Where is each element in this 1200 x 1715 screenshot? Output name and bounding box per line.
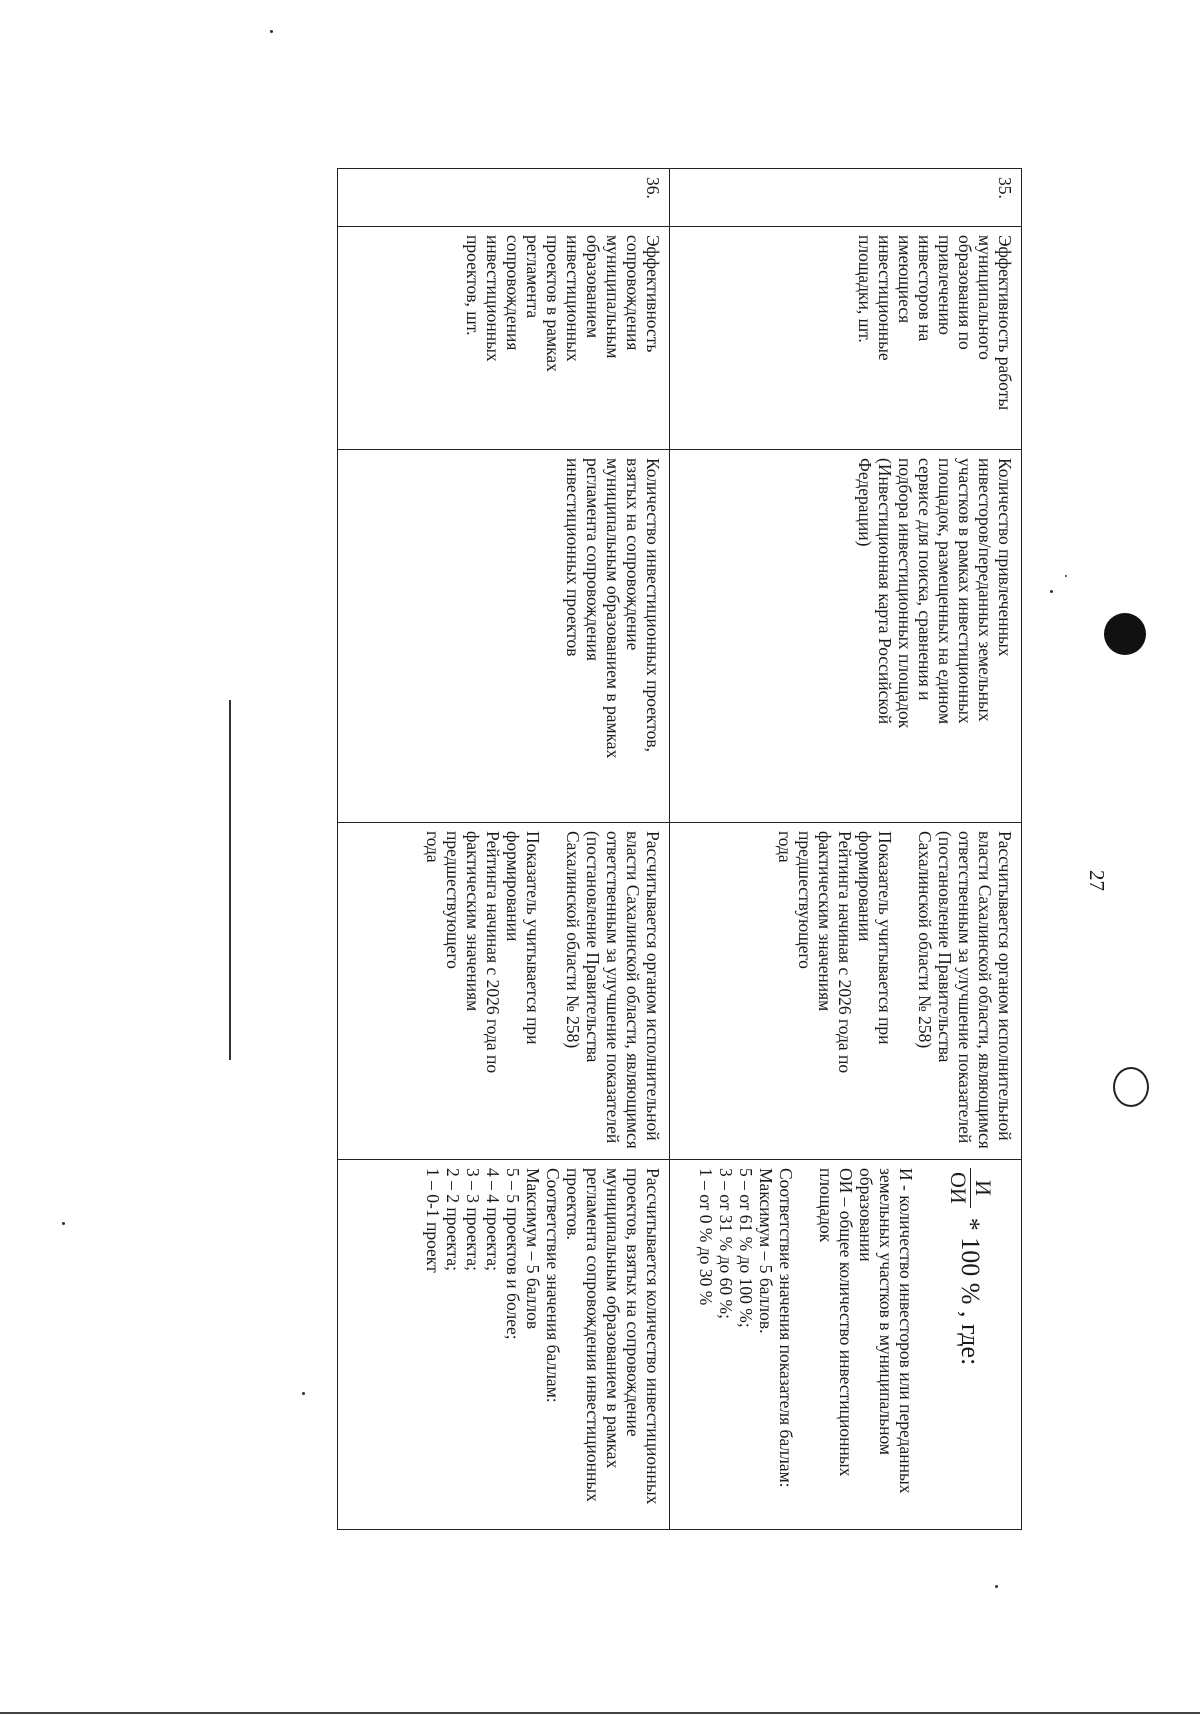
- indicator-source: Рассчитывается органом исполнительной власти Сахалинской области, являющимся ответственным за улучшение показателей (постановление Правительства Сахалинской области № 258) Показатель учитывается при формировании Рейтинга начиная с 2026 года по фактическим значениям предшествующего года: [338, 823, 670, 1160]
- formula: [946, 1168, 995, 1521]
- indicator-name: Эффективность работы муниципального образования по привлечению инвесторов на имеющиеся инвестиционные площадки, шт.: [670, 227, 1022, 450]
- indicator-description: Количество привлеченных инвесторов/переданных земельных участков в рамках инвестиционных площадок, размещенных на едином сервисе для поиска, сравнения и подбора инвестиционных площадок (Инвестиционная карта Российской Федерации): [670, 450, 1022, 823]
- formula-fraction: [946, 1168, 995, 1208]
- formula-denominator: ОИ: [946, 1168, 971, 1208]
- formula-numerator: И: [971, 1179, 996, 1196]
- indicator-source: Рассчитывается органом исполнительной власти Сахалинской области, являющимся ответственным за улучшение показателей (постановление Правительства Сахалинской области № 258) Показатель учитывается при формировании Рейтинга начиная с 2026 года по фактическим значениям предшествующего года: [670, 823, 1022, 1160]
- calculation-text: И - количество инвесторов или переданных земельных участков в муниципальном образовании ОИ – общее количество инвестиционных площадок Соответствие значения показателя баллам: Максимум – 5 баллов. 5 – от 61 % до 100 %; 3 – от 31 % до 60 %; 1 – от 0 % до 30 %: [696, 1168, 916, 1494]
- row-number: 36.: [338, 169, 670, 227]
- punch-hole-mark: [1113, 1067, 1149, 1107]
- indicator-name: Эффективность сопровождения муниципальным образованием инвестиционных проектов в рамках регламента сопровождения инвестиционных проектов, шт.: [338, 227, 670, 450]
- scan-speck: [1065, 575, 1067, 577]
- scan-speck: [270, 30, 273, 33]
- scan-edge-line: [0, 1712, 1200, 1714]
- scan-speck: [995, 1585, 998, 1588]
- margin-line: [229, 700, 231, 1060]
- scan-speck: [62, 1222, 65, 1225]
- scan-speck: [1050, 590, 1053, 593]
- formula-tail: * 100 % , где:: [956, 1217, 986, 1366]
- indicator-table-rotated: [360, 168, 1022, 1529]
- indicator-calculation: [670, 1160, 1022, 1530]
- stamp-mark: [1104, 613, 1146, 655]
- indicator-description: Количество инвестиционных проектов, взятых на сопровождение муниципальным образованием в рамках регламента сопровождения инвестиционных проектов: [338, 450, 670, 823]
- indicator-table: [337, 168, 1022, 1530]
- indicator-table-frame: [360, 168, 1022, 1529]
- table-row: [338, 169, 670, 1530]
- scan-speck: [302, 1392, 305, 1395]
- indicator-calculation: Рассчитывается количество инвестиционных проектов, взятых на сопровождение муниципальным образованием в рамках регламента сопровождения инвестиционных проектов. Соответствие значения баллам: Максимум – 5 баллов 5 – 5 проектов и более; 4 – 4 проекта; 3 – 3 проекта; 2 – 2 проекта; 1 – 0-1 проект: [338, 1160, 670, 1530]
- page-number: 27: [1085, 870, 1109, 891]
- table-row: [670, 169, 1022, 1530]
- row-number: 35.: [670, 169, 1022, 227]
